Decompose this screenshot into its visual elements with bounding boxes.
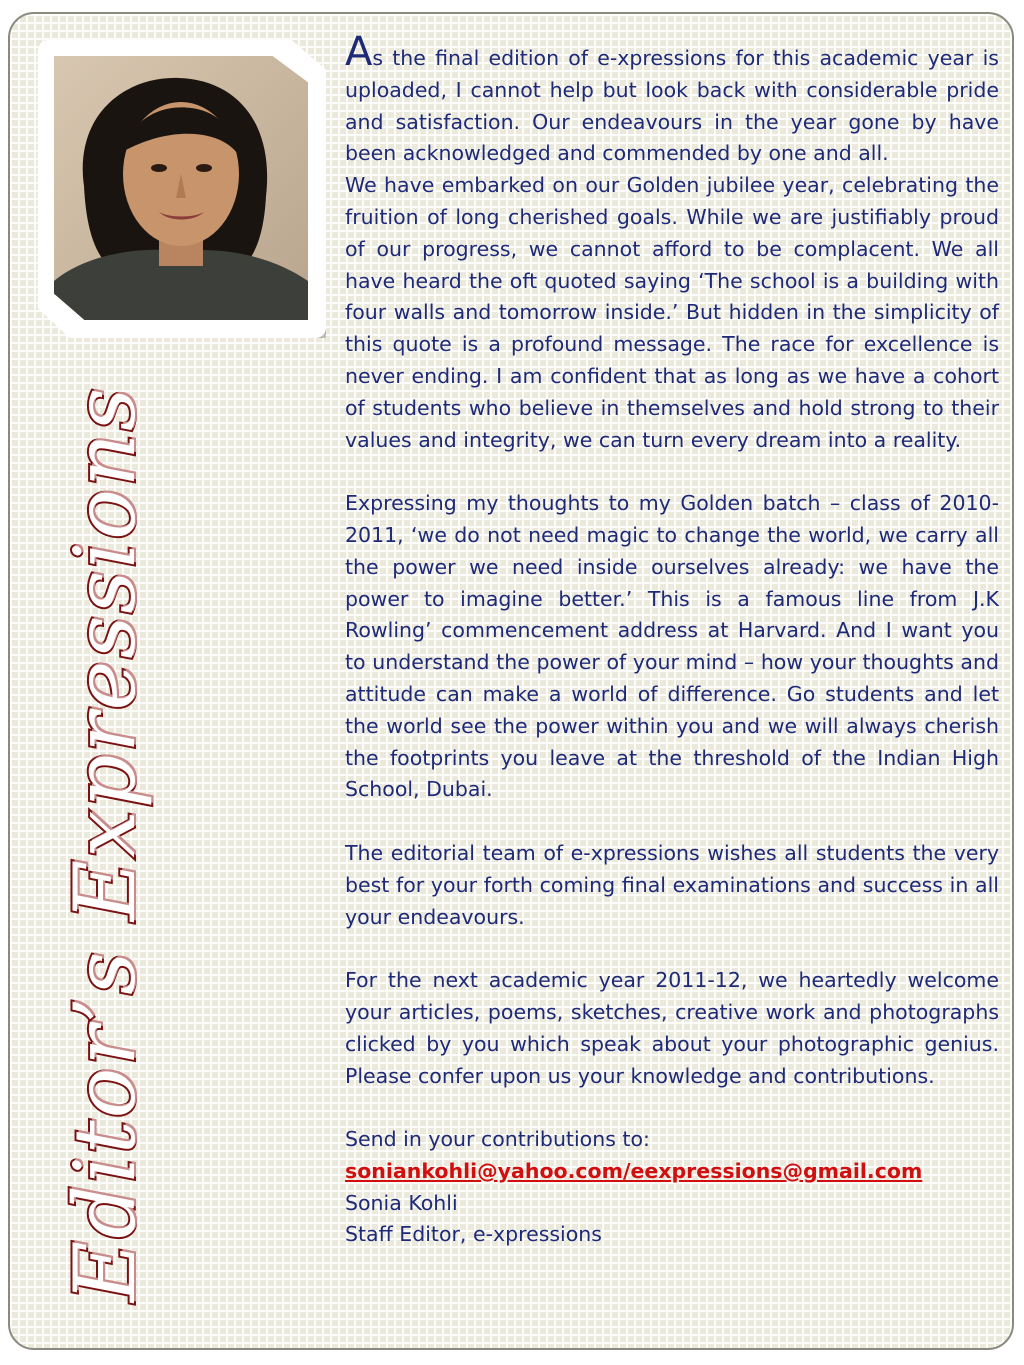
contact-email-link[interactable]: soniankohli@yahoo.com/eexpressions@gmail.com [345, 1158, 923, 1183]
vertical-title-area [50, 385, 160, 1303]
editor-letter [345, 29, 999, 1251]
editor-photo [54, 56, 308, 320]
editors-expressions-title: Editor’s Expressions [56, 385, 154, 1303]
page-panel [8, 12, 1014, 1350]
editor-photo-frame [38, 40, 326, 338]
paragraph-intro-text: s the final edition of e-xpressions for this academic year is uploaded, I cannot help but look back with considerable pride and satisfaction. Our endeavours in the year gone by have been acknowledged and commended by one and all. [345, 46, 999, 166]
contributions-label: Send in your contributions to: [345, 1127, 650, 1152]
signature-role: Staff Editor, e-xpressions [345, 1222, 602, 1247]
paragraph-golden-batch: Expressing my thoughts to my Golden batch – class of 2010-2011, ‘we do not need magic to change the world, we carry all the power we need inside ourselves already: we have the power to imagine better.’ This is a famous line from J.K Rowling’ commencement address at Harvard. And I want you to understand the power of your mind – how your thoughts and attitude can make a world of difference. Go students and let the world see the power within you and we will always cherish the footprints you leave at the threshold of the Indian High School, Dubai. [345, 491, 999, 802]
paragraph-contributions: For the next academic year 2011-12, we heartedly welcome your articles, poems, sketches, creative work and photographs clicked by you which speak about your photographic genius. Please confer upon us your knowledge and contributions. [345, 968, 999, 1088]
dropcap-letter: A [345, 29, 373, 75]
signature-name: Sonia Kohli [345, 1190, 458, 1215]
paragraph-best-wishes: The editorial team of e-xpressions wishes all students the very best for your forth coming final examinations and success in all your endeavours. [345, 840, 999, 929]
paragraph-intro [345, 29, 999, 170]
paragraph-jubilee: We have embarked on our Golden jubilee year, celebrating the fruition of long cherished goals. While we are justifiably proud of our progress, we cannot afford to be complacent. We all have heard the oft quoted saying ‘The school is a building with four walls and tomorrow inside.’ But hidden in the simplicity of this quote is a profound message. The race for excellence is never ending. I am confident that as long as we have a cohort of students who believe in themselves and hold strong to their values and integrity, we can turn every dream into a reality. [345, 173, 999, 452]
